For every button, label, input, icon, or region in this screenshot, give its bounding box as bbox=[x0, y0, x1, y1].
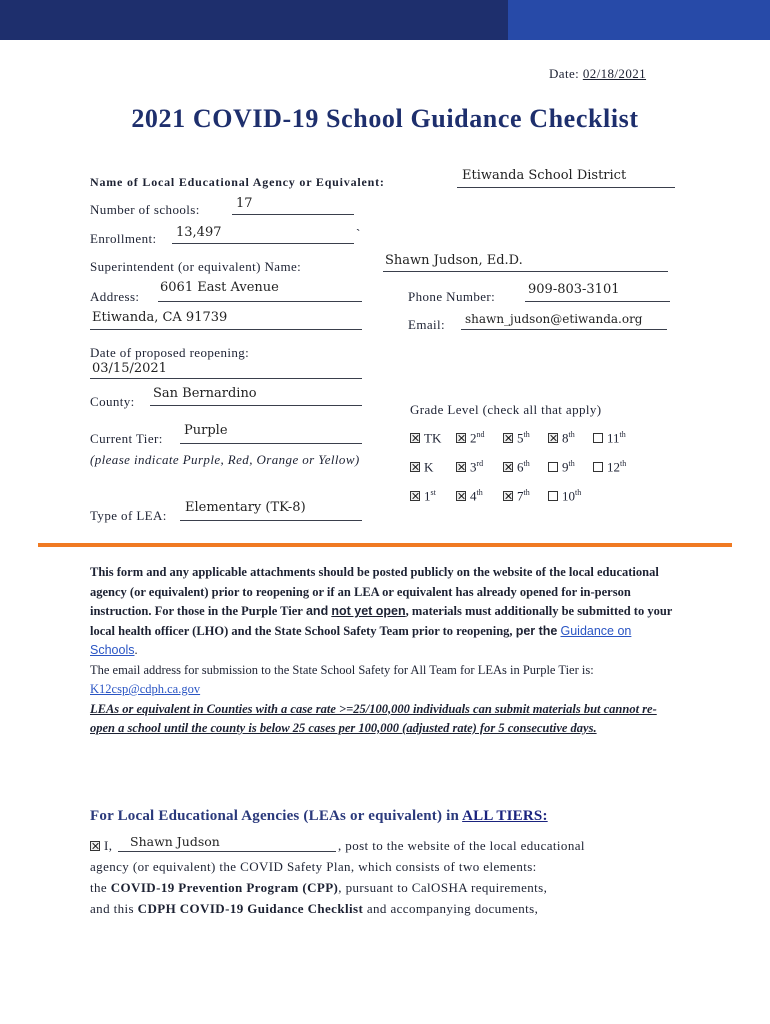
grade-label: 9 bbox=[562, 459, 569, 475]
lea-type-line bbox=[180, 520, 362, 521]
phone-label: Phone Number: bbox=[408, 289, 496, 304]
schools-label: Number of schools: bbox=[90, 202, 200, 217]
cert-text-4-pre: and this bbox=[90, 901, 135, 916]
tier-value[interactable]: Purple bbox=[184, 423, 228, 438]
cert-text-4-post: and accompanying documents, bbox=[366, 901, 539, 916]
grade-suffix: th bbox=[568, 430, 575, 439]
checkbox-icon[interactable] bbox=[456, 462, 466, 472]
phone-value[interactable]: 909-803-3101 bbox=[528, 282, 620, 297]
all-tiers-heading bbox=[90, 808, 548, 825]
lea-label: Name of Local Educational Agency or Equivalent: bbox=[90, 175, 385, 189]
grade-label: 5 bbox=[517, 430, 524, 446]
notice-not-yet-open: not yet open bbox=[331, 604, 406, 618]
lea-type-value[interactable]: Elementary (TK-8) bbox=[185, 500, 306, 515]
date-value: 02/18/2021 bbox=[582, 66, 647, 81]
grade-label: 2 bbox=[470, 430, 477, 446]
grade-suffix: nd bbox=[476, 430, 485, 439]
grade-suffix: th bbox=[568, 459, 575, 468]
tier-label: Current Tier: bbox=[90, 431, 163, 446]
cert-i: I, bbox=[104, 838, 113, 853]
grade-label: 3 bbox=[470, 459, 477, 475]
email-line bbox=[461, 329, 667, 330]
notice-per: per the bbox=[515, 623, 558, 638]
checkbox-icon[interactable] bbox=[90, 841, 100, 851]
grade-checkbox[interactable] bbox=[456, 459, 483, 475]
cert-text-3-post: , pursuant to CalOSHA requirements, bbox=[338, 880, 548, 895]
checkbox-icon[interactable] bbox=[548, 491, 558, 501]
grade-label: 8 bbox=[562, 430, 569, 446]
grade-checkbox[interactable] bbox=[410, 459, 433, 475]
grade-checkbox[interactable] bbox=[456, 488, 483, 504]
grade-checkbox[interactable] bbox=[548, 488, 581, 504]
city-line bbox=[90, 329, 362, 330]
checkbox-icon[interactable] bbox=[593, 433, 603, 443]
address-value[interactable]: 6061 East Avenue bbox=[160, 280, 279, 295]
grade-checkbox[interactable] bbox=[548, 430, 575, 446]
cert-text-2: agency (or equivalent) the COVID Safety Plan, which consists of two elements: bbox=[90, 859, 537, 874]
notice-period: . bbox=[134, 643, 138, 657]
cert-text-1: , post to the website of the local educational bbox=[338, 838, 585, 853]
county-label: County: bbox=[90, 394, 135, 409]
date-row bbox=[549, 66, 646, 82]
all-tiers-link: ALL TIERS: bbox=[462, 808, 548, 824]
grade-checkbox[interactable] bbox=[456, 430, 485, 446]
grade-label: 6 bbox=[517, 459, 524, 475]
city-value[interactable]: Etiwanda, CA 91739 bbox=[92, 310, 228, 325]
county-value[interactable]: San Bernardino bbox=[153, 386, 257, 401]
enrollment-label: Enrollment: bbox=[90, 231, 157, 246]
grade-checkbox[interactable] bbox=[503, 488, 530, 504]
email-value[interactable]: shawn_judson@etiwanda.org bbox=[465, 312, 643, 326]
county-line bbox=[150, 405, 362, 406]
grade-level-label: Grade Level (check all that apply) bbox=[410, 402, 602, 417]
notice-text-2: , materials must additionally be submitted to your local health officer (LHO) and the State School Safety Team prior to reopening, bbox=[90, 604, 673, 638]
superintendent-value[interactable]: Shawn Judson, Ed.D. bbox=[385, 253, 523, 268]
grade-suffix: th bbox=[476, 488, 483, 497]
address-line bbox=[158, 301, 362, 302]
grade-suffix: th bbox=[620, 459, 627, 468]
grade-label: K bbox=[424, 459, 434, 475]
grade-label: 4 bbox=[470, 488, 477, 504]
grade-label: 11 bbox=[607, 430, 620, 446]
grade-suffix: th bbox=[523, 459, 530, 468]
checkbox-icon[interactable] bbox=[503, 462, 513, 472]
grade-label: TK bbox=[424, 430, 442, 446]
cert-text-3-pre: the bbox=[90, 880, 108, 895]
checkbox-icon[interactable] bbox=[503, 433, 513, 443]
tier-note: (please indicate Purple, Red, Orange or Yellow) bbox=[90, 452, 360, 467]
notice-paragraph bbox=[90, 563, 680, 739]
lea-type-label: Type of LEA: bbox=[90, 508, 167, 523]
checkbox-icon[interactable] bbox=[548, 433, 558, 443]
grade-suffix: st bbox=[430, 488, 436, 497]
cert-name[interactable]: Shawn Judson bbox=[130, 834, 220, 849]
checkbox-icon[interactable] bbox=[410, 433, 420, 443]
header-banner-accent bbox=[508, 0, 770, 40]
grade-label: 1 bbox=[424, 488, 431, 504]
cert-text-3 bbox=[90, 880, 547, 896]
all-tiers-heading-text: For Local Educational Agencies (LEAs or equivalent) in bbox=[90, 808, 460, 824]
cert-text-4 bbox=[90, 901, 538, 917]
enrollment-suffix: ` bbox=[356, 226, 361, 241]
grade-suffix: th bbox=[523, 430, 530, 439]
checkbox-icon[interactable] bbox=[456, 491, 466, 501]
grade-suffix: th bbox=[523, 488, 530, 497]
date-label: Date: bbox=[549, 66, 580, 81]
grade-checkbox[interactable] bbox=[548, 459, 575, 475]
phone-line bbox=[525, 301, 670, 302]
tier-line bbox=[180, 443, 362, 444]
reopen-line bbox=[90, 378, 362, 379]
address-label: Address: bbox=[90, 289, 140, 304]
case-rate-notice: LEAs or equivalent in Counties with a case rate >=25/100,000 individuals can submit materials but cannot re-open a school until the county is below 25 cases per 100,000 (adjusted rate) for 5 consecutive days. bbox=[90, 701, 657, 735]
guidance-link[interactable]: Guidance on Schools bbox=[90, 623, 632, 657]
section-divider bbox=[38, 543, 732, 547]
grade-checkbox[interactable] bbox=[503, 459, 530, 475]
reopen-label: Date of proposed reopening: bbox=[90, 345, 250, 360]
page-title: 2021 COVID-19 School Guidance Checklist bbox=[131, 104, 639, 133]
cpp-name: COVID-19 Prevention Program (CPP) bbox=[110, 880, 339, 895]
email-label: Email: bbox=[408, 317, 446, 332]
grade-checkbox[interactable] bbox=[593, 430, 626, 446]
checkbox-icon[interactable] bbox=[593, 462, 603, 472]
grade-checkbox[interactable] bbox=[410, 430, 441, 446]
notice-and: and bbox=[305, 604, 329, 618]
cert-name-line bbox=[118, 851, 336, 852]
schools-value[interactable]: 17 bbox=[236, 196, 253, 211]
grade-suffix: rd bbox=[476, 459, 484, 468]
grade-label: 12 bbox=[607, 459, 620, 475]
grade-checkbox[interactable] bbox=[593, 459, 626, 475]
enrollment-line bbox=[172, 243, 354, 244]
notice-email-text: The email address for submission to the State School Safety for All Team for LEAs in Purple Tier is: bbox=[90, 662, 594, 677]
checkbox-icon[interactable] bbox=[503, 491, 513, 501]
notice-text-1: This form and any applicable attachments should be posted publicly on the website of the local educational agency (or equivalent) prior to reopening or if an LEA or equivalent has already opened for in-person instruction. For those in the Purple Tier bbox=[90, 565, 659, 618]
checkbox-icon[interactable] bbox=[410, 491, 420, 501]
grade-suffix: th bbox=[575, 488, 582, 497]
cert-line-1 bbox=[90, 838, 112, 854]
lea-line bbox=[457, 187, 675, 188]
grade-checkbox[interactable] bbox=[503, 430, 530, 446]
checkbox-icon[interactable] bbox=[410, 462, 420, 472]
grade-checkbox[interactable] bbox=[410, 488, 436, 504]
lea-value[interactable]: Etiwanda School District bbox=[462, 168, 627, 183]
grade-label: 7 bbox=[517, 488, 524, 504]
submission-email-link[interactable]: K12csp@cdph.ca.gov bbox=[90, 682, 201, 696]
enrollment-value[interactable]: 13,497 bbox=[176, 225, 222, 240]
checkbox-icon[interactable] bbox=[548, 462, 558, 472]
superintendent-label: Superintendent (or equivalent) Name: bbox=[90, 259, 302, 274]
checkbox-icon[interactable] bbox=[456, 433, 466, 443]
grade-label: 10 bbox=[562, 488, 575, 504]
schools-line bbox=[232, 214, 354, 215]
superintendent-line bbox=[383, 271, 668, 272]
reopen-value[interactable]: 03/15/2021 bbox=[92, 361, 167, 376]
grade-suffix: th bbox=[619, 430, 626, 439]
checklist-name: CDPH COVID-19 Guidance Checklist bbox=[137, 901, 364, 916]
